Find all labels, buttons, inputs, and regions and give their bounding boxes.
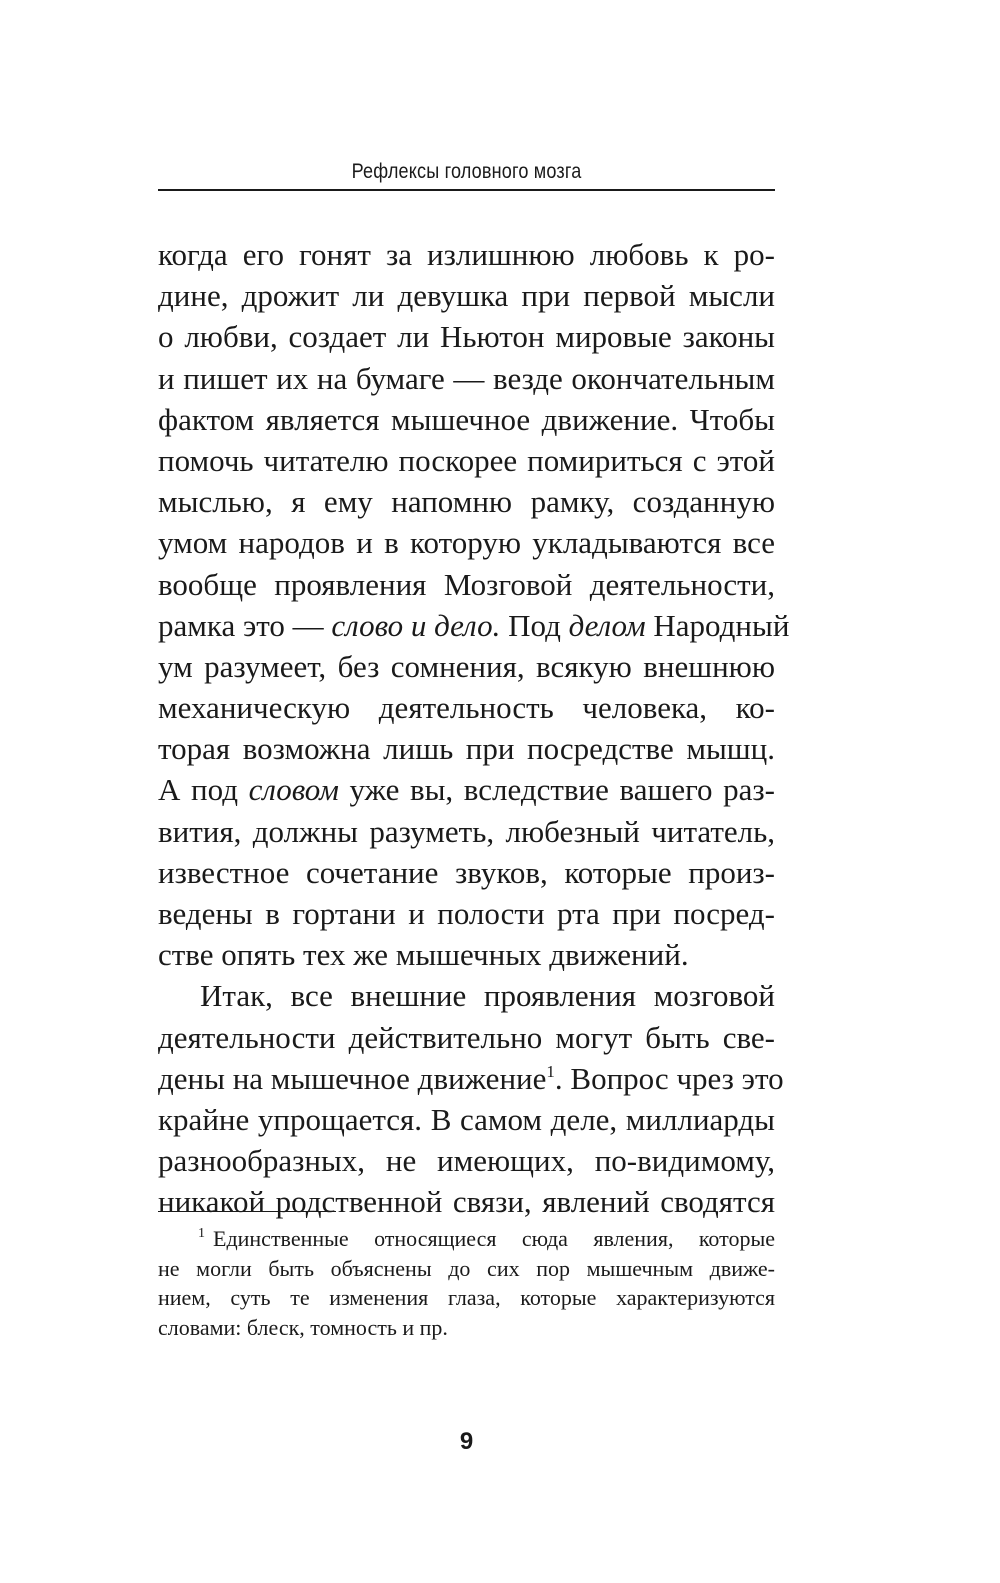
text-line: вития, должны разуметь, любезный читатель,: [158, 813, 775, 849]
text-run: дены на мышечное движение: [158, 1060, 547, 1096]
text-line: разнообразных, не имеющих, по-видимому,: [158, 1143, 775, 1179]
header-rule: [158, 189, 775, 191]
footnote-reference[interactable]: 1: [546, 1061, 555, 1081]
text-line: [158, 769, 775, 810]
footnote-mark: 1: [198, 1226, 205, 1241]
footnote-rule: [158, 1211, 336, 1212]
footnote-line: не могли быть объяснены до сих пор мышечным движе-: [158, 1255, 775, 1281]
text-run: А под: [158, 772, 249, 808]
text-line: Итак, все внешние проявления мозговой: [200, 978, 775, 1014]
italic-word: словом: [248, 772, 339, 808]
text-line: деятельности действительно могут быть све-: [158, 1019, 775, 1055]
footnote-line: [158, 1224, 775, 1254]
text-line: [158, 605, 790, 646]
text-line: [158, 1058, 784, 1099]
text-line: ведены в гортани и полости рта при посред-: [158, 896, 775, 931]
text-line: о любви, создает ли Ньютон мировые законы: [158, 319, 775, 355]
text-line: мыслью, я ему напомню рамку, созданную: [158, 484, 775, 520]
footnote-line: нием, суть те изменения глаза, которые характеризуются: [158, 1285, 775, 1310]
text-line: крайне упрощается. В самом деле, миллиарды: [158, 1101, 775, 1137]
text-line: умом народов и в которую укладываются все: [158, 525, 775, 561]
italic-word: делом: [568, 607, 646, 643]
page-number: 9: [459, 1428, 474, 1455]
text-line: ум разумеет, без сомнения, всякую внешнюю: [158, 648, 775, 684]
text-line: дине, дрожит ли девушка при первой мысли: [158, 278, 775, 314]
text-line: стве опять тех же мышечных движений.: [158, 937, 689, 973]
text-run: рамка это —: [158, 607, 332, 643]
text-line: торая возможна лишь при посредстве мышц.: [158, 731, 775, 767]
text-line: известное сочетание звуков, которые произ-: [158, 854, 775, 890]
text-run: Под: [500, 607, 569, 643]
text-run: Народный: [645, 607, 790, 643]
running-head: Рефлексы головного мозга: [351, 160, 582, 183]
text-line: никакой родственной связи, явлений сводятся: [158, 1184, 775, 1220]
text-line: и пишет их на бумаге — везде окончательным: [158, 360, 775, 396]
text-line: вообще проявления Мозговой деятельности,: [158, 566, 775, 602]
body-text: [158, 234, 790, 1223]
text-run: уже вы, вследствие вашего раз-: [338, 772, 775, 808]
text-run: Единственные относящиеся сюда явления, которые: [213, 1226, 775, 1251]
text-line: помочь читателю поскорее помириться с этой: [158, 442, 775, 478]
footnote: [158, 1224, 775, 1342]
text-line: когда его гонят за излишнюю любовь к ро-: [158, 237, 775, 272]
text-line: механическую деятельность человека, ко-: [158, 690, 775, 726]
text-run: . Вопрос чрез это: [554, 1060, 784, 1096]
text-line: фактом является мышечное движение. Чтобы: [158, 401, 775, 437]
footnote-line: словами: блеск, томность и пр.: [158, 1314, 448, 1340]
italic-phrase: слово и дело.: [331, 607, 501, 643]
